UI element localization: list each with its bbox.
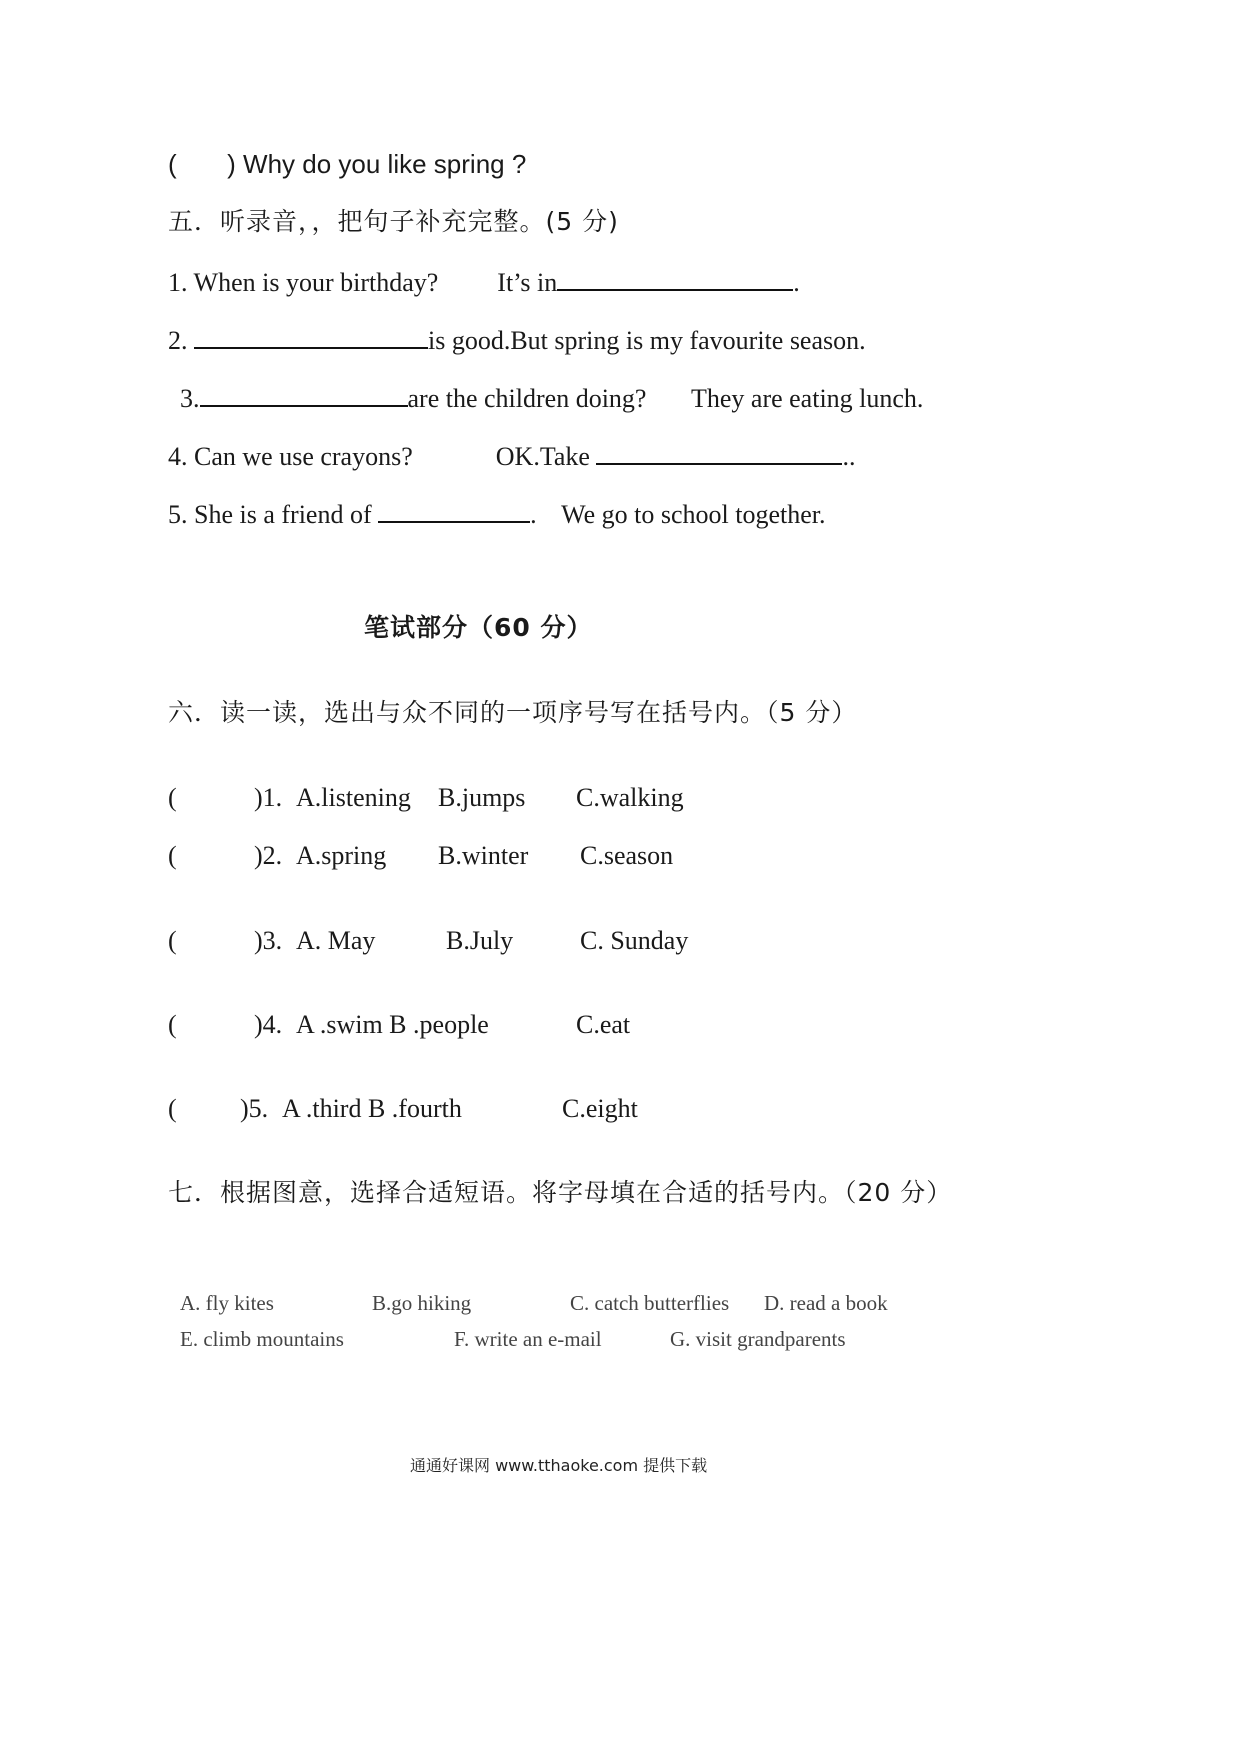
question-why-spring (168, 148, 526, 180)
s5-item-1 (168, 265, 800, 299)
s6-row-number: )2. (254, 841, 283, 870)
phrase-option-a: A. fly kites (180, 1291, 274, 1315)
answer-paren[interactable]: ( (168, 841, 177, 870)
s6-row-3 (168, 925, 868, 961)
section6-heading: 六．读一读，选出与众不同的一项序号写在括号内。（5 分） (168, 698, 858, 727)
answer-paren[interactable]: ( (168, 1010, 177, 1039)
s6-option-a: A. May (296, 926, 376, 955)
s6-row-1 (168, 782, 868, 818)
s5-item-3 (180, 381, 923, 415)
s6-option-c: C.eat (576, 1010, 631, 1039)
s6-row-number: )1. (254, 783, 283, 812)
s6-row-4 (168, 1009, 868, 1045)
s5-item-3-text: are the children doing? (407, 384, 647, 413)
s6-row-number: )4. (254, 1010, 283, 1039)
phrase-option-g: G. visit grandparents (670, 1327, 846, 1351)
answer-paren[interactable]: ( (168, 926, 177, 955)
phrase-options-row-2 (180, 1325, 940, 1355)
s6-option-a: A.listening (296, 783, 411, 812)
answer-paren-close: ) (227, 149, 236, 179)
fill-blank[interactable] (194, 323, 428, 349)
s6-option-b: B.July (446, 926, 514, 955)
s5-item-5-end: . (530, 500, 537, 529)
s6-option-a: A.spring (296, 841, 387, 870)
s5-item-5-tail: We go to school together. (561, 500, 826, 529)
section7-heading: 七．根据图意，选择合适短语。将字母填在合适的括号内。（20 分） (168, 1178, 953, 1207)
s6-option-c: C.eight (562, 1094, 638, 1123)
s6-row-number: )5. (240, 1094, 269, 1123)
fill-blank[interactable] (596, 439, 842, 465)
fill-blank[interactable] (200, 381, 408, 407)
s5-item-1-answer-start: It’s in (497, 268, 558, 297)
section5-heading: 五．听录音，，把句子补充完整。(5 分) (168, 207, 619, 236)
s6-row-number: )3. (254, 926, 283, 955)
s6-option-a-b: A .swim B .people (296, 1010, 489, 1039)
s5-item-4-answer-start: OK.Take (495, 442, 590, 471)
phrase-option-c: C. catch butterflies (570, 1291, 730, 1315)
s5-item-4-question: 4. Can we use crayons? (168, 442, 413, 471)
s5-item-3-answer: They are eating lunch. (690, 384, 924, 413)
phrase-option-e: E. climb mountains (180, 1327, 344, 1351)
phrase-options-row-1 (180, 1289, 940, 1319)
phrase-option-f: F. write an e-mail (454, 1327, 602, 1351)
written-part-title: 笔试部分（60 分） (364, 613, 593, 642)
s5-item-1-question: 1. When is your birthday? (168, 268, 439, 297)
footer-source: 通通好课网 www.tthaoke.com 提供下载 (410, 1456, 708, 1475)
s6-option-c: C. Sunday (580, 926, 689, 955)
fill-blank[interactable] (378, 497, 530, 523)
s5-item-1-end: . (793, 268, 800, 297)
s5-item-3-number: 3. (180, 384, 200, 413)
s6-row-2 (168, 840, 868, 876)
phrase-option-b: B.go hiking (372, 1291, 472, 1315)
s6-row-5 (168, 1093, 868, 1129)
s5-item-4-end: .. (842, 442, 856, 471)
s5-item-5 (168, 497, 826, 531)
s5-item-2-number: 2. (168, 326, 194, 355)
answer-paren[interactable]: ( (168, 1094, 177, 1123)
answer-paren[interactable]: ( (168, 783, 177, 812)
s6-option-c: C.walking (576, 783, 684, 812)
s6-option-b: B.jumps (438, 783, 526, 812)
answer-paren-open: ( (168, 149, 177, 179)
s6-option-b: B.winter (438, 841, 529, 870)
s5-item-4 (168, 439, 855, 473)
s5-item-2 (168, 323, 866, 357)
s5-item-5-text: 5. She is a friend of (168, 500, 372, 529)
phrase-option-d: D. read a book (764, 1291, 888, 1315)
s6-option-a-b: A .third B .fourth (282, 1094, 462, 1123)
question-text: Why do you like spring ? (243, 149, 527, 179)
fill-blank[interactable] (557, 265, 793, 291)
s5-item-2-text: is good.But spring is my favourite season. (428, 326, 866, 355)
s6-option-c: C.season (580, 841, 674, 870)
